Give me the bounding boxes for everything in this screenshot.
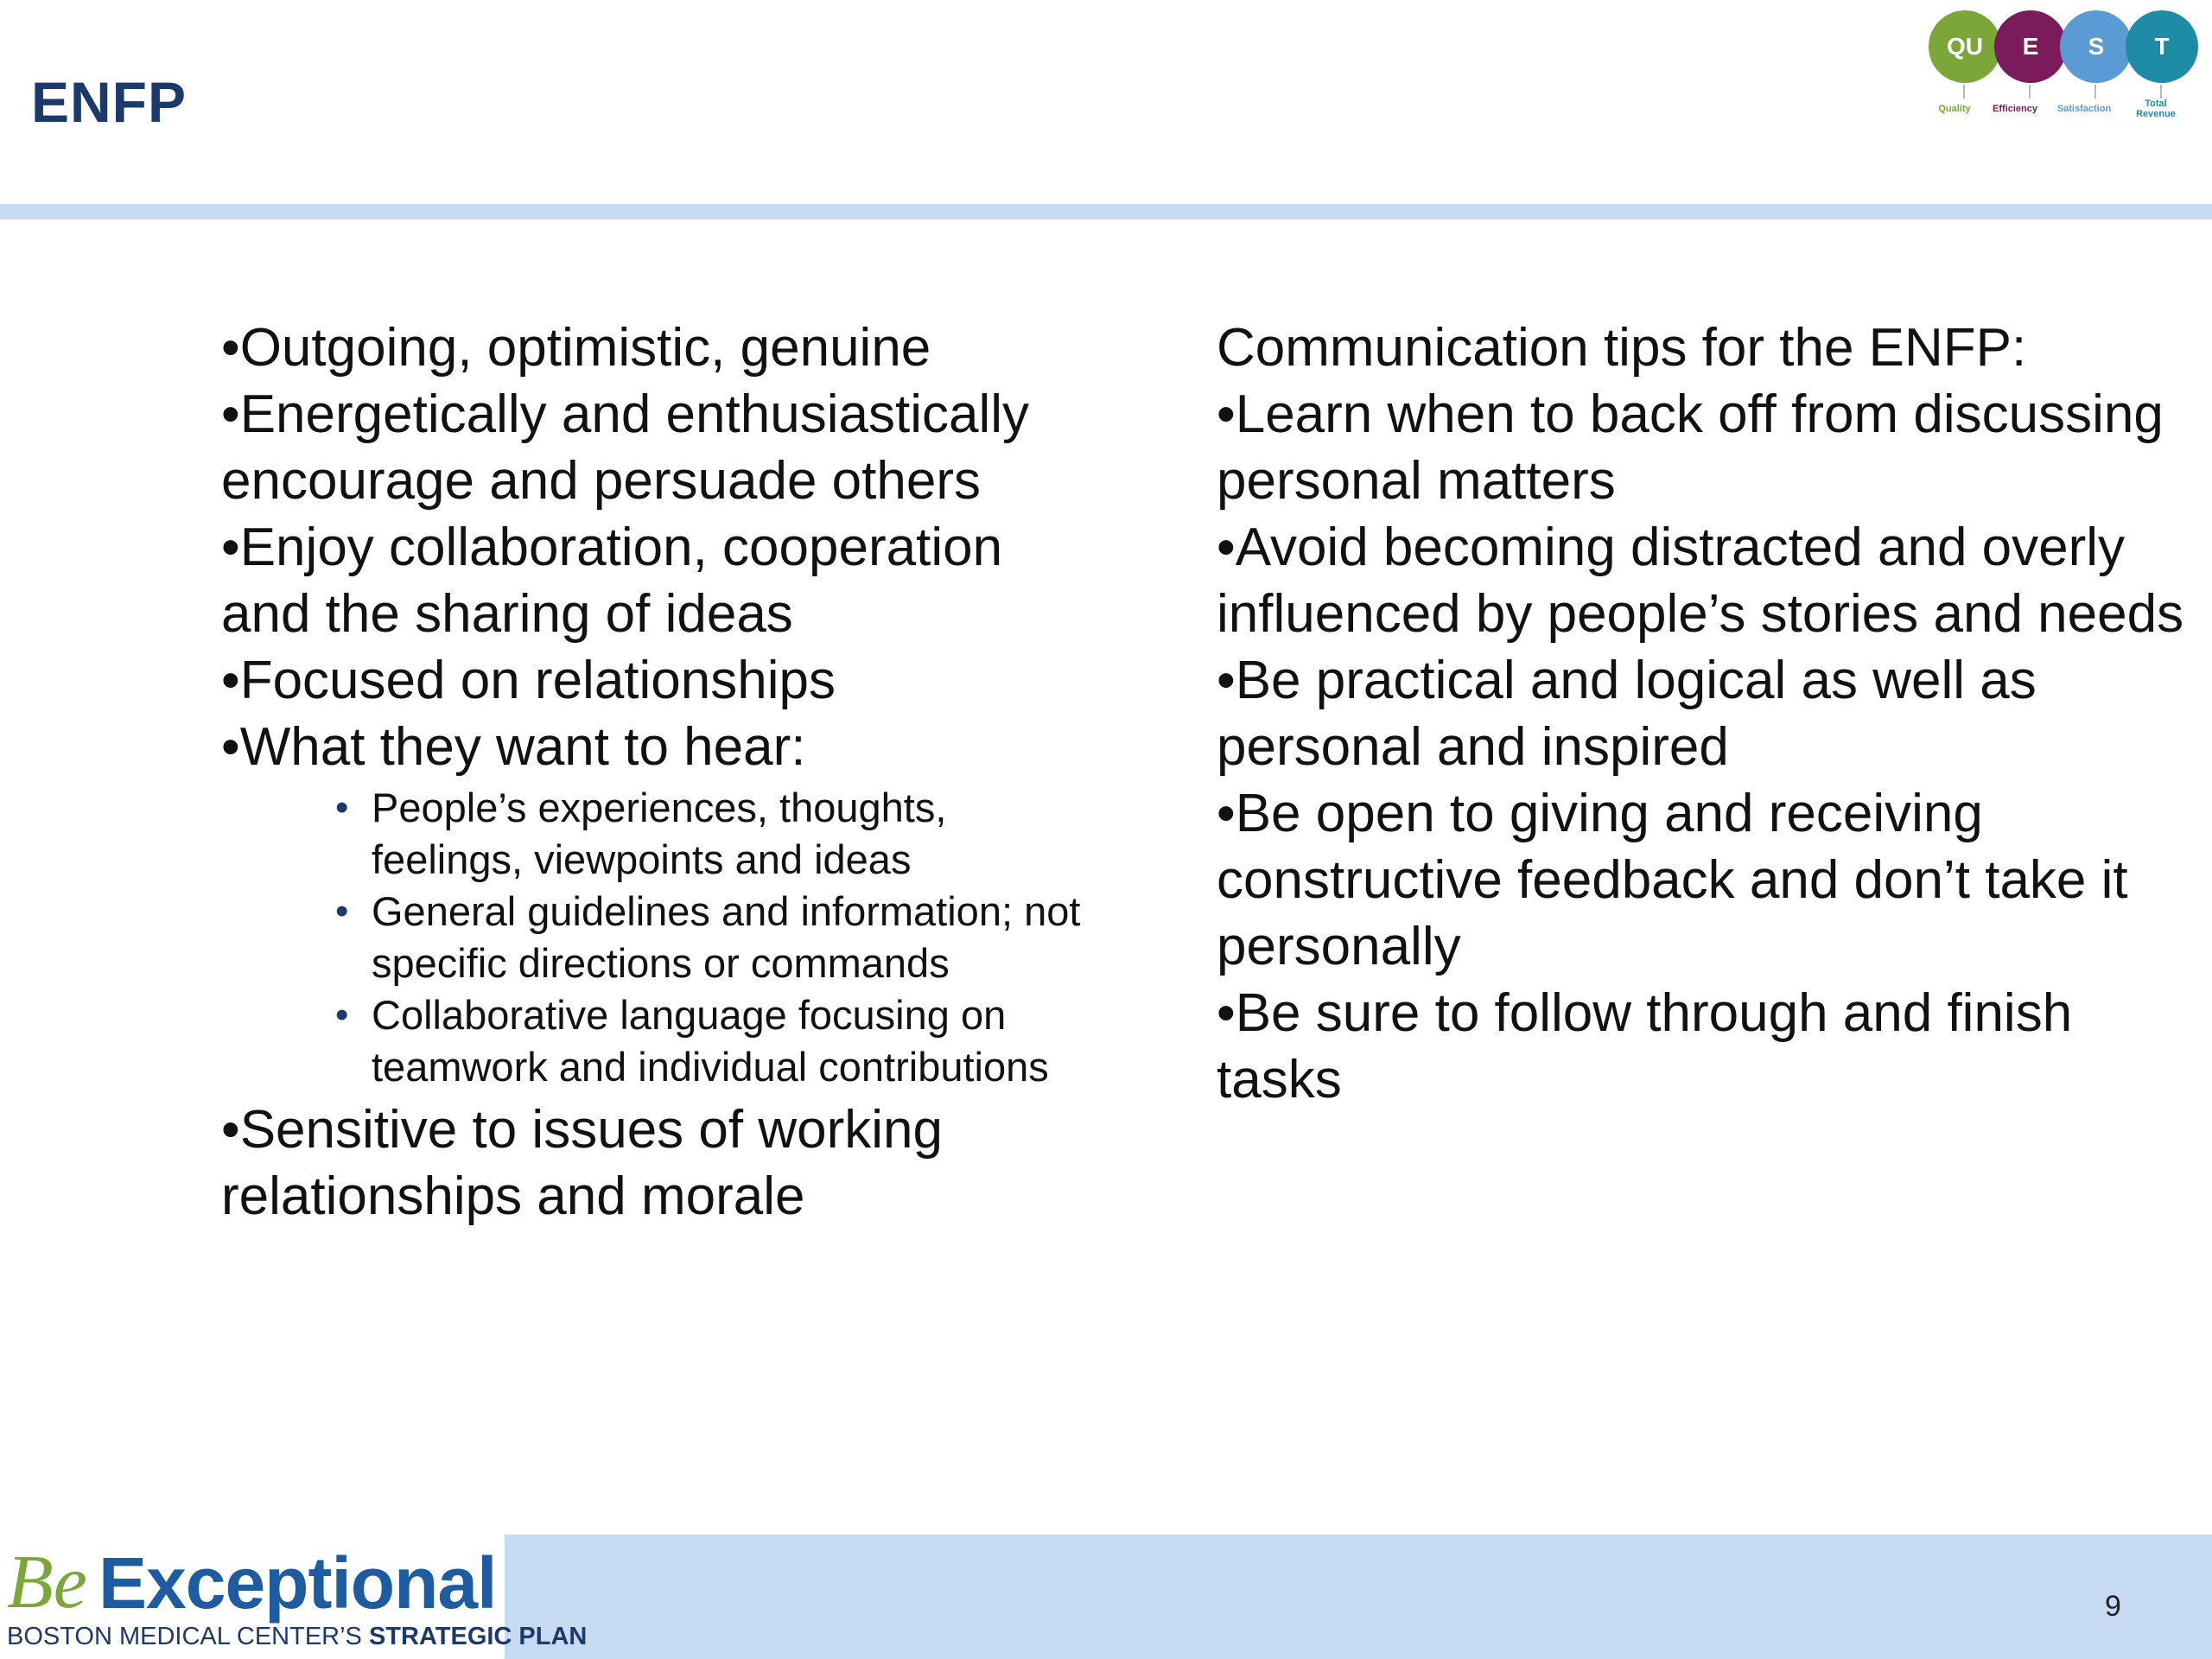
quest-circle-satisfaction: S xyxy=(2060,10,2133,83)
quest-label-satisfaction: Satisfaction xyxy=(2056,104,2112,114)
trait-outgoing: •Outgoing, optimistic, genuine xyxy=(221,318,931,378)
quest-tick xyxy=(1963,85,1965,99)
brand-tagline-regular: BOSTON MEDICAL CENTER’S xyxy=(7,1623,362,1650)
trait-relationships: •Focused on relationships xyxy=(221,651,836,710)
quest-circle-quality: QU xyxy=(1929,10,2001,83)
footer-band xyxy=(505,1535,2212,1659)
left-column xyxy=(221,315,1085,1230)
tip-feedback: •Be open to giving and receiving constructive feedback and don’t take it personally xyxy=(1217,784,2128,976)
be-exceptional-logo xyxy=(7,1535,588,1659)
quest-label-efficiency: Efficiency xyxy=(1993,104,2037,114)
tip-practical: •Be practical and logical as well as personal and inspired xyxy=(1217,651,2037,777)
list-item-text: People’s experiences, thoughts, feelings, viewpoints and ideas xyxy=(372,785,947,882)
brand-tagline-bold: STRATEGIC PLAN xyxy=(368,1623,588,1650)
quest-tick xyxy=(2094,85,2096,99)
list-item xyxy=(335,782,1085,886)
quest-circle-efficiency: E xyxy=(1994,10,2067,83)
page-number: 9 xyxy=(2105,1590,2121,1623)
quest-label-quality: Quality xyxy=(1938,104,1971,114)
bullet-icon: • xyxy=(335,786,349,829)
list-item xyxy=(335,886,1085,989)
trait-sensitive: •Sensitive to issues of working relationships and morale xyxy=(221,1100,943,1226)
trait-energetic: •Energetically and enthusiastically encourage and persuade others xyxy=(221,385,1029,511)
brand-tagline xyxy=(7,1623,587,1651)
header-divider xyxy=(0,204,2212,219)
list-item-text: General guidelines and information; not specific directions or commands xyxy=(372,888,1081,986)
bullet-icon: • xyxy=(335,994,349,1036)
quest-label-total-revenue: Total Revenue xyxy=(2136,99,2176,119)
list-item xyxy=(335,989,1085,1093)
trait-collaboration: •Enjoy collaboration, cooperation and the sharing of ideas xyxy=(221,518,1003,644)
brand-be: Be xyxy=(7,1541,87,1624)
tip-follow-through: •Be sure to follow through and finish tasks xyxy=(1217,983,2073,1109)
tip-avoid-distraction: •Avoid becoming distracted and overly influenced by people’s stories and needs xyxy=(1217,518,2184,644)
quest-logo xyxy=(1929,7,2210,130)
quest-tick xyxy=(2029,85,2031,99)
list-item-text: Collaborative language focusing on teamwork and individual contributions xyxy=(372,992,1049,1090)
want-to-hear-list xyxy=(221,782,1085,1093)
quest-circle-revenue: T xyxy=(2126,10,2198,83)
slide-title: ENFP xyxy=(31,70,188,134)
tips-heading: Communication tips for the ENFP: xyxy=(1217,318,2027,378)
bullet-icon: • xyxy=(335,890,349,932)
brand-exceptional: Exceptional xyxy=(99,1542,497,1624)
right-column xyxy=(1217,315,2184,1113)
tip-back-off: •Learn when to back off from discussing personal matters xyxy=(1217,385,2164,511)
trait-want-to-hear: •What they want to hear: xyxy=(221,717,806,777)
quest-tick xyxy=(2160,85,2162,99)
